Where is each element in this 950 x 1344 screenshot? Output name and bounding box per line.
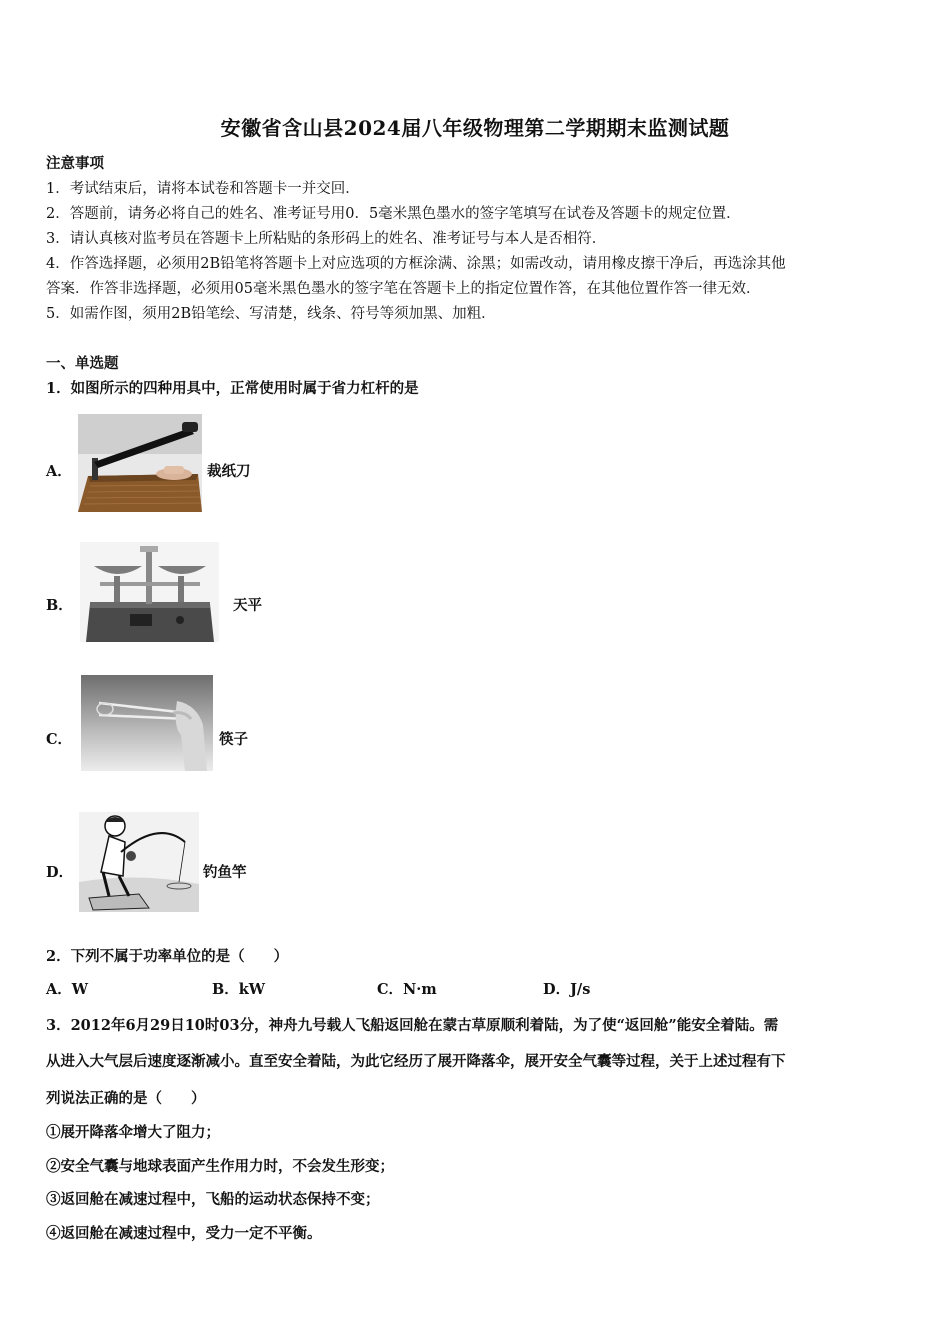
question-2-stem: 2．下列不属于功率单位的是（ ） bbox=[46, 948, 289, 965]
balance-scale-photo bbox=[80, 542, 219, 642]
question-3-stem-line: 3．2012年6月29日10时03分，神舟九号载人飞船返回舱在蒙古草原顺利着陆，为了使“返回舱”能安全着陆。需 bbox=[46, 1017, 779, 1034]
question-3-statement: ④返回舱在减速过程中，受力一定不平衡。 bbox=[46, 1225, 322, 1242]
option-c-text: 筷子 bbox=[219, 731, 248, 748]
question-3-statement: ②安全气囊与地球表面产生作用力时，不会发生形变； bbox=[46, 1158, 394, 1175]
paper-cutter-photo bbox=[78, 414, 202, 512]
q2-option-d: D．J/s bbox=[543, 981, 591, 998]
option-d-text: 钓鱼竿 bbox=[203, 864, 247, 881]
option-a-text: 裁纸刀 bbox=[207, 463, 251, 480]
notice-item: 4．作答选择题，必须用2B铅笔将答题卡上对应选项的方框涂满、涂黑；如需改动，请用橡皮擦干净后，再选涂其他 bbox=[46, 256, 786, 272]
q2-option-b: B．kW bbox=[212, 981, 266, 998]
q2-option-a: A．W bbox=[46, 981, 89, 998]
notice-item: 5．如需作图，须用2B铅笔绘、写清楚，线条、符号等须加黑、加粗． bbox=[46, 306, 496, 322]
option-d-label: D． bbox=[46, 864, 74, 881]
section-heading: 一、单选题 bbox=[46, 355, 119, 372]
fishing-rod-cartoon bbox=[79, 812, 199, 912]
option-b-text: 天平 bbox=[233, 597, 262, 614]
question-1-stem: 1．如图所示的四种用具中，正常使用时属于省力杠杆的是 bbox=[46, 380, 419, 397]
page-title: 安徽省含山县2024届八年级物理第二学期期末监测试题 bbox=[220, 116, 730, 140]
notice-heading: 注意事项 bbox=[46, 155, 104, 172]
chopsticks-photo bbox=[81, 675, 213, 771]
notice-item: 答案．作答非选择题，必须用05毫米黑色墨水的签字笔在答题卡上的指定位置作答，在其他位置作答一律无效． bbox=[46, 281, 761, 297]
option-c-label: C． bbox=[46, 731, 73, 748]
q2-option-c: C．N·m bbox=[377, 981, 437, 998]
question-3-statement: ③返回舱在减速过程中，飞船的运动状态保持不变； bbox=[46, 1191, 380, 1208]
notice-item: 1．考试结束后，请将本试卷和答题卡一并交回． bbox=[46, 181, 360, 197]
notice-item: 2．答题前，请务必将自己的姓名、准考证号用0．5毫米黑色墨水的签字笔填写在试卷及答题卡的规定位置． bbox=[46, 206, 741, 222]
question-3-stem-line: 列说法正确的是（ ） bbox=[46, 1090, 206, 1107]
option-b-label: B． bbox=[46, 597, 73, 614]
question-3-statement: ①展开降落伞增大了阻力； bbox=[46, 1124, 220, 1141]
question-3-stem-line: 从进入大气层后速度逐渐减小。直至安全着陆，为此它经历了展开降落伞，展开安全气囊等过程，关于上述过程有下 bbox=[46, 1053, 786, 1070]
notice-item: 3．请认真核对监考员在答题卡上所粘贴的条形码上的姓名、准考证号与本人是否相符． bbox=[46, 231, 607, 247]
option-a-label: A． bbox=[46, 463, 72, 480]
